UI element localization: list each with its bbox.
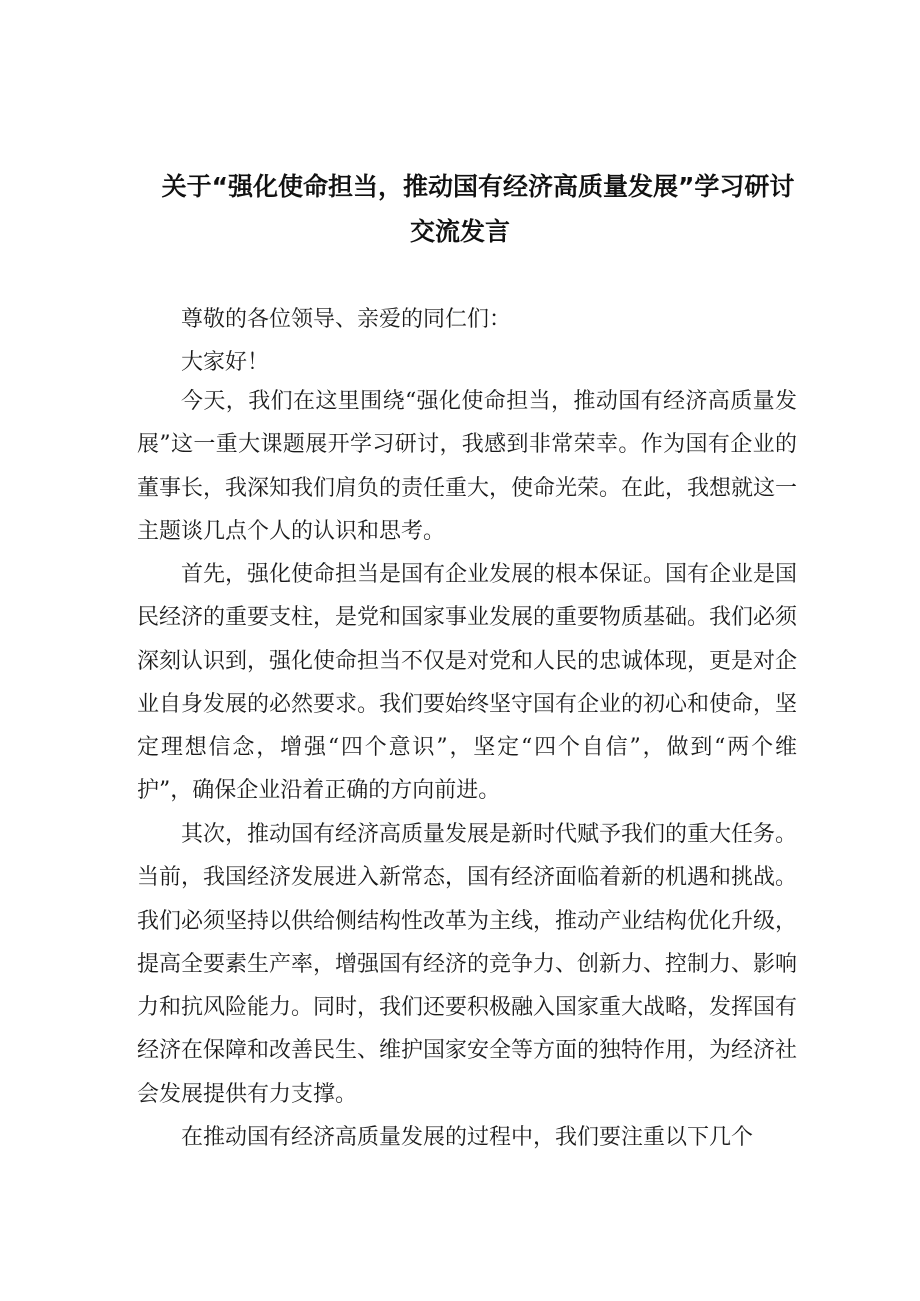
paragraph-transition: 在推动国有经济高质量发展的过程中，我们要注重以下几个 <box>181 1125 754 1150</box>
salutation: 尊敬的各位领导、亲爱的同仁们： <box>181 307 512 332</box>
greeting: 大家好！ <box>181 350 270 375</box>
paragraph-intro: 今天，我们在这里围绕“强化使命担当，推动国有经济高质量发展”这一重大课题展开学习研讨，我感到非常荣幸。作为国有企业的董事长，我深知我们肩负的责任重大，使命光荣。在此，我想就这一主题谈几点个人的认识和思考。 <box>137 389 798 544</box>
document-title-line-2: 交流发言 <box>409 217 510 246</box>
paragraph-first-point: 首先，强化使命担当是国有企业发展的根本保证。国有企业是国民经济的重要支柱，是党和国家事业发展的重要物质基础。我们必须深刻认识到，强化使命担当不仅是对党和人民的忠诚体现，更是对企业自身发展的必然要求。我们要始终坚守国有企业的初心和使命，坚定理想信念，增强“四个意识”，坚定“四个自信”，做到“两个维护”，确保企业沿着正确的方向前进。 <box>137 562 798 804</box>
document-title-line-1: 关于“强化使命担当，推动国有经济高质量发展”学习研讨 <box>161 172 795 201</box>
paragraph-second-point: 其次，推动国有经济高质量发展是新时代赋予我们的重大任务。当前，我国经济发展进入新常态，国有经济面临着新的机遇和挑战。我们必须坚持以供给侧结构性改革为主线，推动产业结构优化升级，提高全要素生产率，增强国有经济的竞争力、创新力、控制力、影响力和抗风险能力。同时，我们还要积极融入国家重大战略，发挥国有经济在保障和改善民生、维护国家安全等方面的独特作用，为经济社会发展提供有力支撑。 <box>137 822 798 1107</box>
